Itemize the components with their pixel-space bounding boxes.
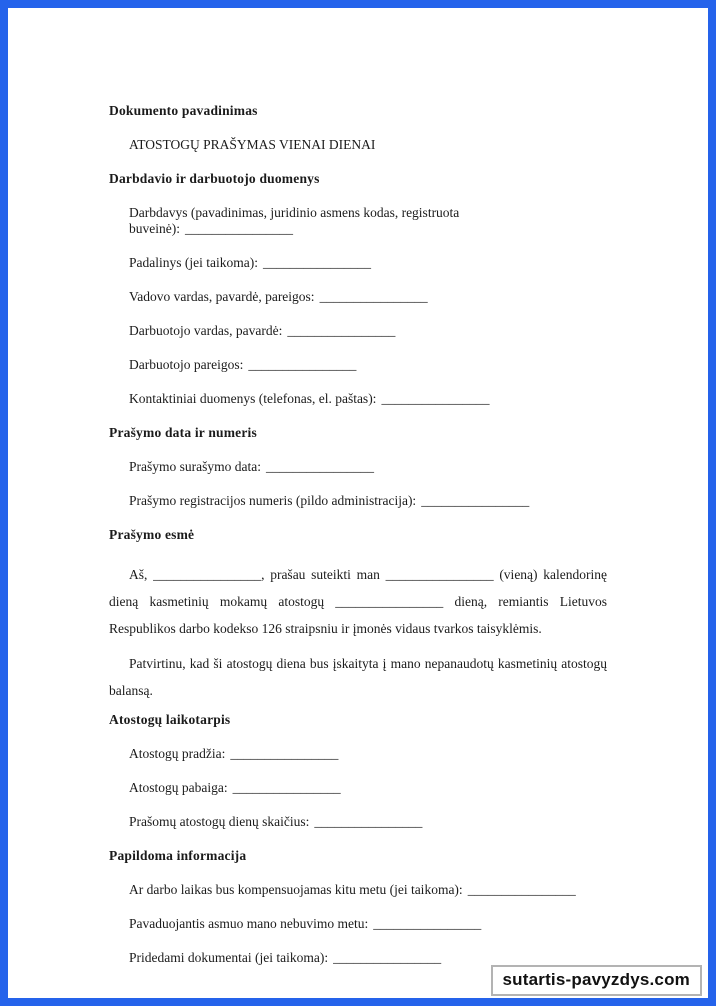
field-line xyxy=(109,780,607,796)
blank-line: ________________ xyxy=(467,882,576,897)
field-label: Pavaduojantis asmuo mano nebuvimo metu: xyxy=(129,916,369,931)
doc-section xyxy=(109,171,607,407)
field-line xyxy=(109,950,607,966)
field-line xyxy=(109,255,607,271)
blank-line: ________________ xyxy=(248,357,357,372)
field-label: Darbdavys (pavadinimas, juridinio asmens kodas, registruota buveinė): xyxy=(129,205,460,236)
field-label: Atostogų pradžia: xyxy=(129,746,226,761)
blank-line: ________________ xyxy=(333,950,442,965)
section-heading: Dokumento pavadinimas xyxy=(109,103,258,118)
doc-section xyxy=(109,527,607,704)
field-label: Pridedami dokumentai (jei taikoma): xyxy=(129,950,329,965)
blank-line: ________________ xyxy=(287,323,396,338)
field-label: Ar darbo laikas bus kompensuojamas kitu metu (jei taikoma): xyxy=(129,882,463,897)
field-line xyxy=(109,391,607,407)
section-heading: Papildoma informacija xyxy=(109,848,247,863)
field-label: Darbuotojo vardas, pavardė: xyxy=(129,323,283,338)
blank-line: ________________ xyxy=(421,493,530,508)
field-label: Kontaktiniai duomenys (telefonas, el. paštas): xyxy=(129,391,377,406)
field-label: Padalinys (jei taikoma): xyxy=(129,255,258,270)
doc-section xyxy=(109,848,607,966)
blank-line: ________________ xyxy=(373,916,482,931)
field-label: Vadovo vardas, pavardė, pareigos: xyxy=(129,289,315,304)
field-label: Atostogų pabaiga: xyxy=(129,780,228,795)
blank-line: ________________ xyxy=(262,255,371,270)
blank-line: ________________ xyxy=(184,221,293,236)
blank-line: ________________ xyxy=(230,746,339,761)
field-label: Prašymo surašymo data: xyxy=(129,459,261,474)
section-heading: Atostogų laikotarpis xyxy=(109,712,231,727)
field-line xyxy=(109,459,607,475)
paragraph: Patvirtinu, kad ši atostogų diena bus įskaityta į mano nepanaudotų kasmetinių atostogų balansą. xyxy=(109,656,607,698)
field-line xyxy=(109,814,607,830)
field-line xyxy=(109,357,607,373)
field-label: Prašomų atostogų dienų skaičius: xyxy=(129,814,310,829)
field-label: Prašymo registracijos numeris (pildo administracija): xyxy=(129,493,417,508)
document-body xyxy=(8,8,708,966)
doc-section xyxy=(109,712,607,830)
field-line xyxy=(109,323,607,339)
doc-section xyxy=(109,103,607,153)
section-heading: Prašymo data ir numeris xyxy=(109,425,257,440)
blank-line: ________________ xyxy=(319,289,428,304)
watermark-badge: sutartis-pavyzdys.com xyxy=(491,965,703,996)
document-title: ATOSTOGŲ PRAŠYMAS VIENAI DIENAI xyxy=(129,137,376,152)
field-line xyxy=(109,289,607,305)
field-line xyxy=(109,882,607,898)
blank-line: ________________ xyxy=(232,780,341,795)
section-heading: Prašymo esmė xyxy=(109,527,195,542)
doc-section xyxy=(109,425,607,509)
paragraph: Aš, ________________, prašau suteikti man ________________ (vieną) kalendorinę dieną kasmetinių mokamų atostogų ________________ dieną, remiantis Lietuvos Respublikos darbo kodekso 126 straipsniu ir įmonės vidaus tvarkos taisyklėmis. xyxy=(109,567,607,636)
blank-line: ________________ xyxy=(381,391,490,406)
field-line xyxy=(109,205,607,237)
blank-line: ________________ xyxy=(314,814,423,829)
field-label: Darbuotojo pareigos: xyxy=(129,357,244,372)
field-line xyxy=(109,916,607,932)
field-line xyxy=(109,493,607,509)
section-heading: Darbdavio ir darbuotojo duomenys xyxy=(109,171,320,186)
field-line xyxy=(109,746,607,762)
blank-line: ________________ xyxy=(265,459,374,474)
